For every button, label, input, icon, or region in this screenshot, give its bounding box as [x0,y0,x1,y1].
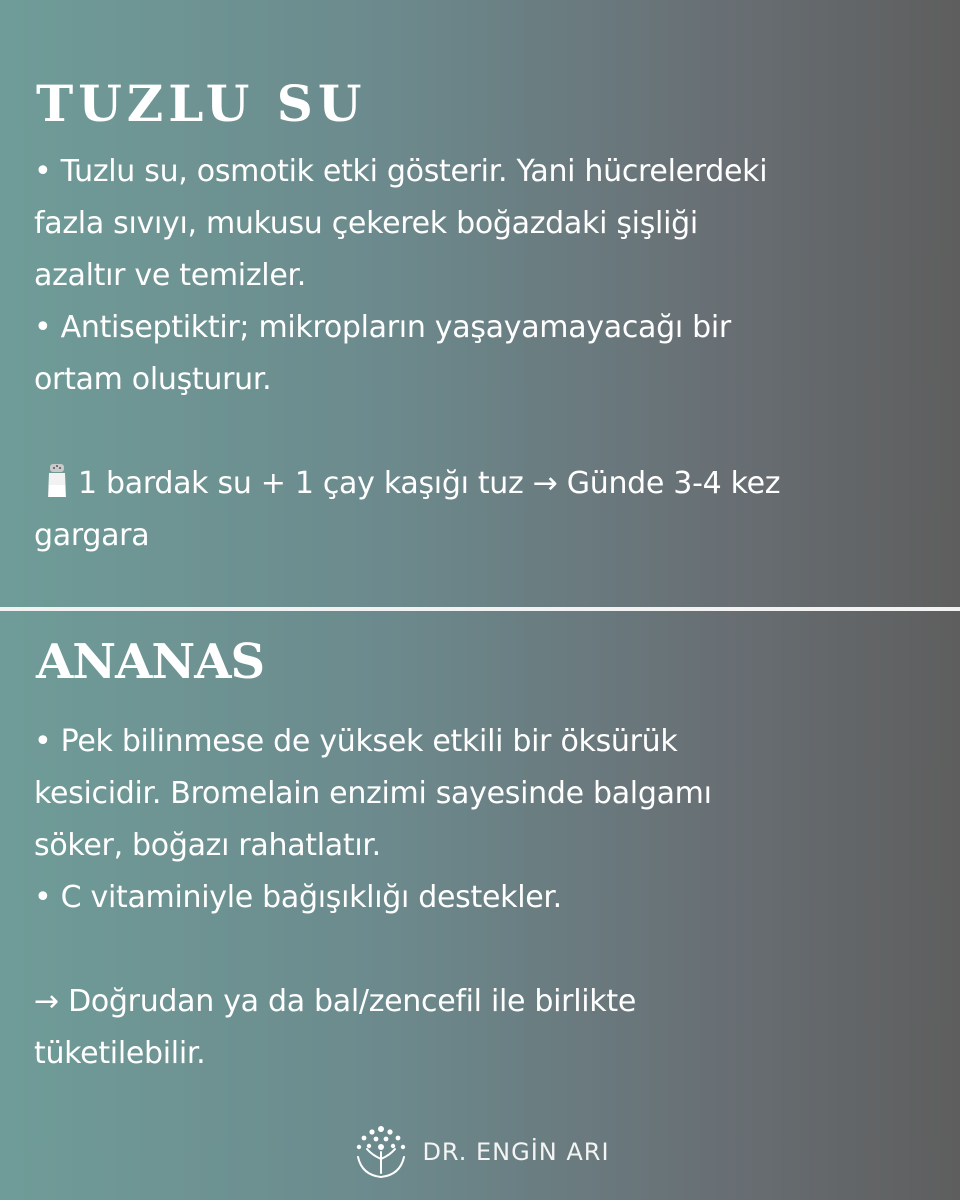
body-line: • Tuzlu su, osmotik etki gösterir. Yani hücrelerdeki [34,154,768,189]
tip-line: gargara [34,518,150,553]
body-line: azaltır ve temizler. [34,258,306,293]
body-line: kesicidir. Bromelain enzimi sayesinde balgamı [34,776,712,811]
footer-brand [0,1120,960,1184]
section-divider [0,607,960,611]
tip-line [34,458,914,510]
brand-name: DR. ENGİN ARI [422,1138,610,1166]
tip-line: tüketilebilir. [34,1036,206,1071]
spacer [34,924,914,976]
salt-shaker-icon [46,463,68,499]
section-title-ananas: ANANAS [36,634,265,690]
body-line: • C vitaminiyle bağışıklığı destekler. [34,880,562,915]
section-body-ananas [34,716,914,1080]
tree-person-logo-icon [350,1123,412,1181]
body-line: söker, boğazı rahatlatır. [34,828,381,863]
section-body-tuzlu-su [34,146,914,562]
body-line: • Pek bilinmese de yüksek etkili bir öksürük [34,724,678,759]
section-title-tuzlu-su: TUZLU SU [36,74,367,133]
tip-text: 1 bardak su + 1 çay kaşığı tuz → Günde 3-4 kez [78,466,781,501]
body-line: fazla sıvıyı, mukusu çekerek boğazdaki şişliği [34,206,698,241]
tip-line: → Doğrudan ya da bal/zencefil ile birlikte [34,984,636,1019]
body-line: • Antiseptiktir; mikropların yaşayamayacağı bir [34,310,731,345]
spacer [34,406,914,458]
body-line: ortam oluşturur. [34,362,272,397]
